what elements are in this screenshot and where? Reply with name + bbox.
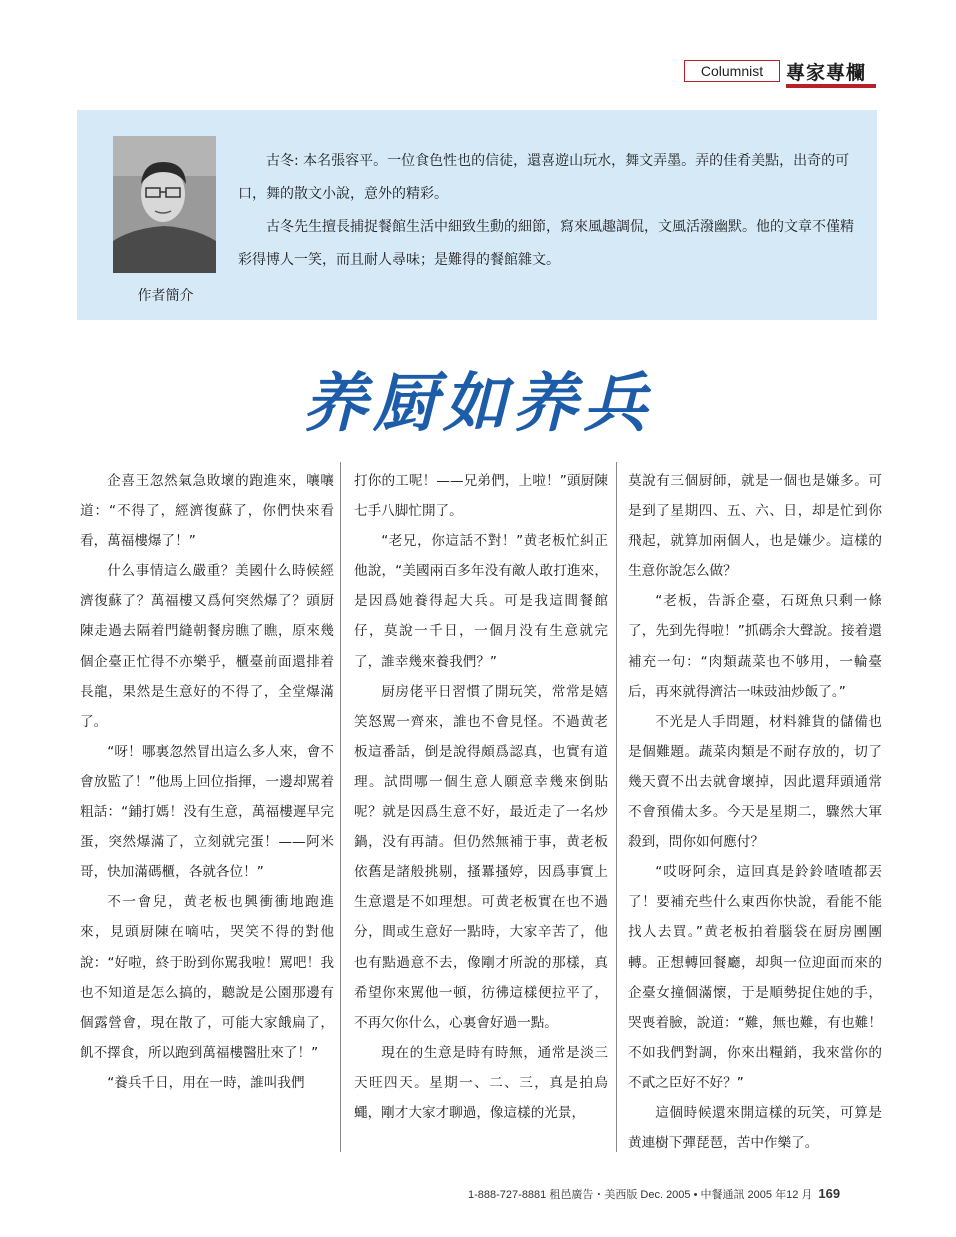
paragraph: 厨房佬平日習慣了開玩笑，常常是嬉笑怒駡一齊來，誰也不會見怪。不過黄老板這番話，倒是說得頗爲認真，也實有道理。試問哪一個生意人願意幸幾來倒貼呢？就是因爲生意不好，最近走了一名炒鍋，没有再請。但仍然無補于事，黄老板依舊是諸般挑剔，搔羃搔婷，因爲事實上生意還是不如理想。可黄老板實在也不過分，間或生意好一點時，大家辛苦了，他也有點過意不去，像剛才所說的那樣，真希望你來駡他一頓，彷彿這樣便拉平了，不再欠你什么，心裏會好過一點。 xyxy=(354,683,608,1031)
paragraph: “老板，告訴企臺，石斑魚只剩一條了，先到先得啦！”抓碼余大聲說。接着還補充一句：“肉類蔬菜也不够用，一輪臺后，再來就得濟沽一味豉油炒飯了。” xyxy=(628,593,882,700)
paragraph: 不光是人手問題，材料雜貨的儲備也是個難題。蔬菜肉類是不耐存放的，切了幾天賣不出去就會壞掉，因此還拜頭通常不會預備太多。今天是星期二，驟然大軍殺到，問你如何應付？ xyxy=(628,713,882,851)
column-divider xyxy=(616,462,617,1152)
article-column-1 xyxy=(80,466,334,1098)
page-footer xyxy=(468,1186,840,1202)
paragraph: 打你的工呢！——兄弟們，上啦！”頭厨陳七手八脚忙開了。 xyxy=(354,473,608,520)
footer-text: 1-888-727-8881 租邑廣告・美西版 Dec. 2005 • 中餐通訊 2005 年12 月 xyxy=(468,1189,813,1201)
section-title-underline xyxy=(786,84,876,88)
paragraph: “養兵千日，用在一時，誰叫我們 xyxy=(107,1074,305,1091)
paragraph: 現在的生意是時有時無，通常是淡三天旺四天。星期一、二、三，真是拍烏蠅，剛才大家才聊過，像這樣的光景， xyxy=(354,1044,608,1121)
columnist-label: Columnist xyxy=(684,60,780,82)
author-photo xyxy=(113,136,216,273)
paragraph: “哎呀阿余，這回真是鈴鈴喳喳都丟了！要補充些什么東西你快說，看能不能找人去買。”黄老板拍着腦袋在厨房團團轉。正想轉回餐廳，却與一位迎面而來的企臺女撞個滿懷，于是順勢捉住她的手，哭喪着臉，說道：“難，無也難，有也難！不如我們對調，你來出糧銷，我來當你的不貳之臣好不好？” xyxy=(628,864,882,1091)
paragraph: “老兄，你這話不對！”黄老板忙糾正他說，“美國兩百多年没有敵人敢打進來，是因爲她養得起大兵。可是我這間餐館仔，莫說一千日，一個月没有生意就完了，誰幸幾來養我們？” xyxy=(354,533,608,670)
paragraph: 什么事情這么嚴重？美國什么時候經濟復蘇了？萬福樓又爲何突然爆了？頭厨陳走過去隔着門縫朝餐房瞧了瞧，原來幾個企臺正忙得不亦樂乎，櫃臺前面還排着長龍，果然是生意好的不得了，全堂爆滿了。 xyxy=(80,563,334,730)
paragraph: 企喜王忽然氣急敗壞的跑進來，嚷嚷道：“不得了，經濟復蘇了，你們快來看看，萬福樓爆了！” xyxy=(80,473,334,550)
paragraph: 不一會兒，黄老板也興衝衝地跑進來，見頭厨陳在嘀咕，哭笑不得的對他說：“好啦，終于盼到你駡我啦！駡吧！我也不知道是怎么搞的，聽說是公園那邊有個露營會，現在散了，可能大家餓扁了，飢不擇食，所以跑到萬福樓醫肚來了！” xyxy=(80,894,334,1061)
author-photo-caption: 作者簡介 xyxy=(137,288,194,304)
paragraph: 這個時候還來開這樣的玩笑，可算是黄連樹下彈琵琶，苦中作樂了。 xyxy=(628,1104,882,1152)
paragraph: “呀！哪裏忽然冒出這么多人來，會不會放監了！”他馬上回位指揮，一邊却駡着粗話：“鋪打媽！没有生意，萬福樓遲早完蛋，突然爆滿了，立刻就完蛋！——阿米哥，快加滿碼櫃，各就各位！” xyxy=(80,743,334,881)
bio-paragraph: 古冬: 本名張容平。一位食色性也的信徒，還喜遊山玩水，舞文弄墨。弄的佳肴美點，出奇的可口，舞的散文小說，意外的精彩。 xyxy=(238,153,850,202)
bio-paragraph: 古冬先生擅長捕捉餐館生活中細致生動的細節，寫來風趣調侃，文風活潑幽默。他的文章不僅精彩得博人一笑，而且耐人尋味；是難得的餐館雜文。 xyxy=(238,219,854,268)
article-column-3 xyxy=(628,466,882,1158)
column-divider xyxy=(340,462,341,1152)
paragraph: 莫說有三個厨師，就是一個也是嫌多。可是到了星期四、五、六、日，却是忙到你飛起，就算加兩個人，也是嫌少。這樣的生意你說怎么做？ xyxy=(628,473,882,580)
section-title: 專家專欄 xyxy=(786,62,867,84)
page-number: 169 xyxy=(818,1186,841,1201)
author-bio-text xyxy=(238,145,854,277)
article-title: 养厨如养兵 xyxy=(303,366,653,441)
article-column-2 xyxy=(354,466,608,1128)
